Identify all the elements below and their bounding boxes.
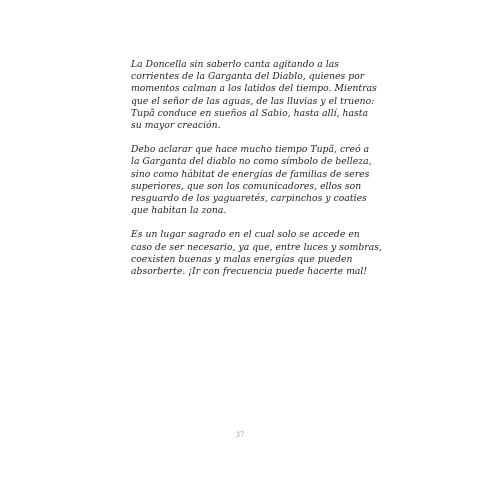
page-number: 37: [235, 431, 245, 439]
paragraph-2: [131, 144, 371, 217]
paragraph-1: [131, 59, 377, 132]
text-line: su mayor creación.: [131, 120, 221, 132]
text-line: absorberte. ¡Ir con frecuencia puede hacerte mal!: [131, 266, 368, 278]
text-line: caso de ser necesario, ya que, entre luces y sombras,: [131, 241, 382, 253]
paragraph-3: [131, 229, 382, 278]
text-line: momentos calman a los latidos del tiempo. Mientras: [131, 83, 377, 95]
text-line: Es un lugar sagrado en el cual solo se accede en: [131, 229, 360, 241]
text-line: Tupã conduce en sueños al Sabio, hasta allí, hasta: [131, 107, 369, 119]
text-line: sino como hábitat de energías de familias de seres: [131, 168, 370, 180]
text-line: coexisten buenas y malas energías que pueden: [131, 253, 353, 265]
text-line: resguardo de los yaguaretés, carpinchos y coaties: [131, 193, 367, 205]
text-line: que el señor de las aguas, de las lluvias y el trueno:: [131, 95, 375, 107]
text-line: Debo aclarar que hace mucho tiempo Tupã, creó a: [131, 144, 370, 156]
text-line: corrientes de la Garganta del Diablo, quienes por: [131, 71, 365, 83]
text-line: superiores, que son los comunicadores, ellos son: [131, 180, 362, 192]
body-text: [131, 59, 382, 290]
text-line: La Doncella sin saberlo canta agitando a las: [131, 59, 340, 70]
text-line: que habitan la zona.: [131, 205, 227, 217]
text-line: la Garganta del diablo no como símbolo de belleza,: [131, 156, 372, 168]
